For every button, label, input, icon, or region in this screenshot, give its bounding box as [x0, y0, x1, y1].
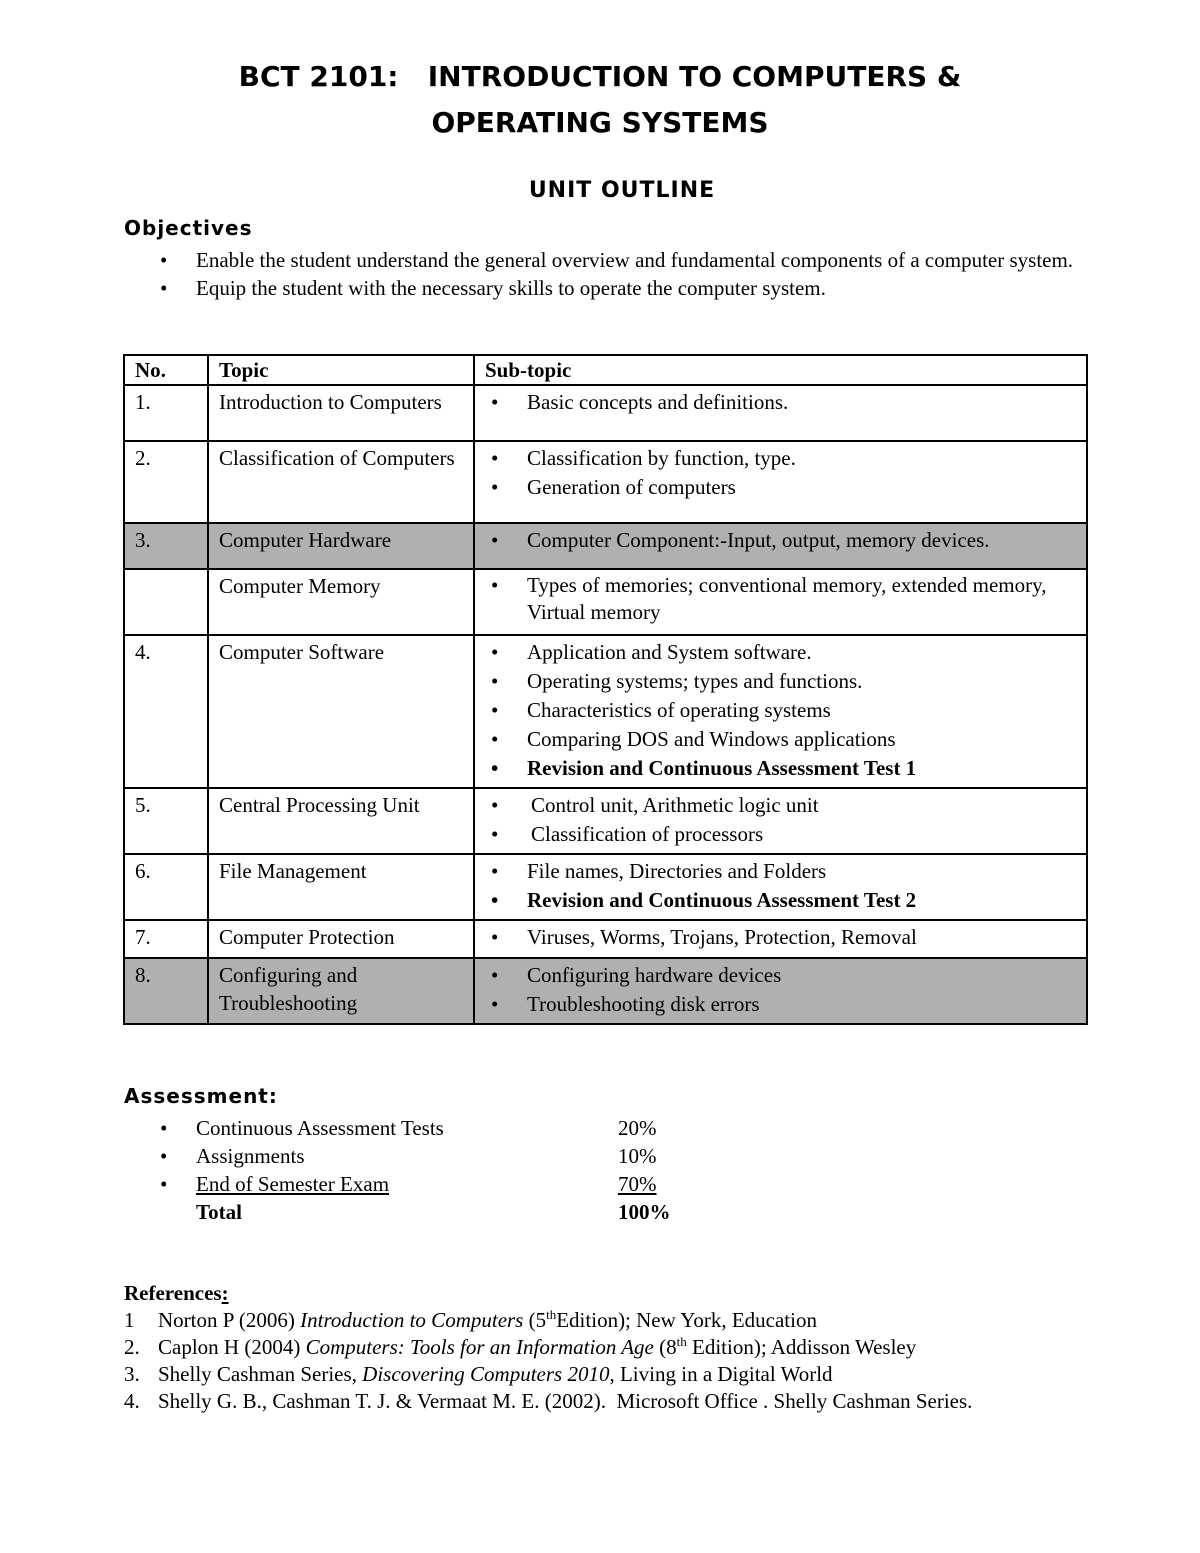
table-row — [124, 569, 1087, 635]
references-heading: References: — [124, 1281, 229, 1305]
assessment-label: Assignments — [196, 1144, 305, 1168]
bullet-icon: • — [160, 1172, 168, 1196]
column-header-subtopic: Sub-topic — [474, 355, 1087, 385]
table-row — [124, 788, 1087, 854]
row-number: 3. — [124, 523, 208, 569]
table-row — [124, 523, 1087, 569]
bullet-icon: • — [491, 475, 499, 499]
row-number: 4. — [124, 635, 208, 788]
row-topic: Computer Hardware — [208, 523, 474, 569]
subtopic-item: • Characteristics of operating systems — [485, 696, 1076, 725]
table-row — [124, 920, 1087, 958]
subtopic-item: • Classification by function, type. — [485, 444, 1076, 473]
subtopic-item: • Viruses, Worms, Trojans, Protection, Removal — [485, 923, 1076, 952]
row-number: 1. — [124, 385, 208, 441]
subtopic-item: • Configuring hardware devices — [485, 961, 1076, 990]
subtopic-item: • Generation of computers — [485, 473, 1076, 502]
row-topic: Computer Protection — [208, 920, 474, 958]
unit-outline-heading: UNIT OUTLINE — [528, 178, 716, 203]
assessment-label: Continuous Assessment Tests — [196, 1116, 444, 1140]
row-subtopics — [474, 523, 1087, 569]
subtopic-item: • Comparing DOS and Windows applications — [485, 725, 1076, 754]
subtopic-item: • Computer Component:-Input, output, memory devices. — [485, 526, 1076, 555]
bullet-icon: • — [491, 963, 499, 987]
bullet-icon: • — [160, 248, 168, 272]
row-number: 7. — [124, 920, 208, 958]
bullet-icon: • — [491, 727, 499, 751]
row-subtopics — [474, 441, 1087, 523]
row-topic: Computer Memory — [208, 569, 474, 635]
row-subtopics — [474, 958, 1087, 1024]
bullet-icon: • — [491, 925, 499, 949]
bullet-icon: • — [160, 276, 168, 300]
subtopic-item: • Revision and Continuous Assessment Test 2 — [485, 886, 1076, 915]
row-subtopics — [474, 385, 1087, 441]
assessment-total-label: Total — [196, 1200, 242, 1224]
subtopic-item: • Operating systems; types and functions. — [485, 667, 1076, 696]
table-row — [124, 441, 1087, 523]
column-header-topic: Topic — [208, 355, 474, 385]
document-title-line-2: OPERATING SYSTEMS — [431, 106, 769, 139]
assessment-total-percent: 100% — [618, 1200, 671, 1224]
row-subtopics — [474, 569, 1087, 635]
bullet-icon: • — [491, 756, 499, 780]
row-number — [124, 569, 208, 635]
bullet-icon: • — [491, 573, 499, 597]
reference-item: 2. Caplon H (2004) Computers: Tools for an Information Age (8th Edition); Addisson Wesley — [124, 1334, 917, 1359]
assessment-item — [124, 1170, 824, 1198]
row-subtopics — [474, 854, 1087, 920]
reference-item: 3. Shelly Cashman Series, Discovering Computers 2010, Living in a Digital World — [124, 1362, 833, 1386]
assessment-percent: 20% — [618, 1116, 657, 1140]
subtopic-item: • Classification of processors — [485, 820, 1076, 849]
assessment-heading: Assessment: — [124, 1084, 278, 1108]
row-topic: Configuring and Troubleshooting — [208, 958, 474, 1024]
bullet-icon: • — [491, 888, 499, 912]
row-topic: File Management — [208, 854, 474, 920]
bullet-icon: • — [491, 859, 499, 883]
row-subtopics — [474, 788, 1087, 854]
subtopic-item: • File names, Directories and Folders — [485, 857, 1076, 886]
assessment-percent: 10% — [618, 1144, 657, 1168]
table-row — [124, 958, 1087, 1024]
assessment-item — [124, 1142, 824, 1170]
subtopic-item: • Control unit, Arithmetic logic unit — [485, 791, 1076, 820]
bullet-icon: • — [491, 822, 499, 846]
row-topic: Classification of Computers — [208, 441, 474, 523]
bullet-icon: • — [491, 390, 499, 414]
row-number: 5. — [124, 788, 208, 854]
row-subtopics — [474, 635, 1087, 788]
bullet-icon: • — [491, 446, 499, 470]
bullet-icon: • — [491, 528, 499, 552]
row-topic: Introduction to Computers — [208, 385, 474, 441]
subtopic-item: • Revision and Continuous Assessment Test 1 — [485, 754, 1076, 783]
subtopic-item: • Basic concepts and definitions. — [485, 388, 1076, 417]
document-title-line-1: BCT 2101: INTRODUCTION TO COMPUTERS & — [238, 60, 962, 93]
table-row — [124, 385, 1087, 441]
row-number: 2. — [124, 441, 208, 523]
objectives-list — [124, 246, 1084, 302]
table-row — [124, 854, 1087, 920]
table-row — [124, 635, 1087, 788]
reference-item: 1 Norton P (2006) Introduction to Computers (5thEdition); New York, Education — [124, 1307, 817, 1332]
row-topic: Computer Software — [208, 635, 474, 788]
bullet-icon: • — [491, 793, 499, 817]
objective-item: • Equip the student with the necessary skills to operate the computer system. — [160, 276, 826, 300]
assessment-list — [124, 1114, 824, 1226]
row-subtopics — [474, 920, 1087, 958]
bullet-icon: • — [491, 669, 499, 693]
row-topic: Central Processing Unit — [208, 788, 474, 854]
bullet-icon: • — [491, 992, 499, 1016]
row-number: 6. — [124, 854, 208, 920]
subtopic-item: • Troubleshooting disk errors — [485, 990, 1076, 1019]
bullet-icon: • — [160, 1116, 168, 1140]
unit-outline-table — [123, 354, 1088, 1025]
reference-item: 4. Shelly G. B., Cashman T. J. & Vermaat M. E. (2002). Microsoft Office . Shelly Cashman Series. — [124, 1389, 973, 1413]
assessment-item — [124, 1114, 824, 1142]
objective-item: • Enable the student understand the general overview and fundamental components of a computer system. — [160, 248, 1074, 272]
column-header-no: No. — [124, 355, 208, 385]
bullet-icon: • — [491, 698, 499, 722]
assessment-label: End of Semester Exam — [196, 1172, 390, 1196]
assessment-percent: 70% — [618, 1172, 657, 1196]
row-number: 8. — [124, 958, 208, 1024]
assessment-total-row — [124, 1198, 824, 1226]
subtopic-item: • Types of memories; conventional memory, extended memory, Virtual memory — [491, 573, 1047, 624]
subtopic-item: • Application and System software. — [485, 638, 1076, 667]
bullet-icon: • — [491, 640, 499, 664]
table-header-row — [124, 355, 1087, 385]
references-section — [124, 1280, 972, 1415]
bullet-icon: • — [160, 1144, 168, 1168]
objectives-heading: Objectives — [124, 216, 253, 240]
